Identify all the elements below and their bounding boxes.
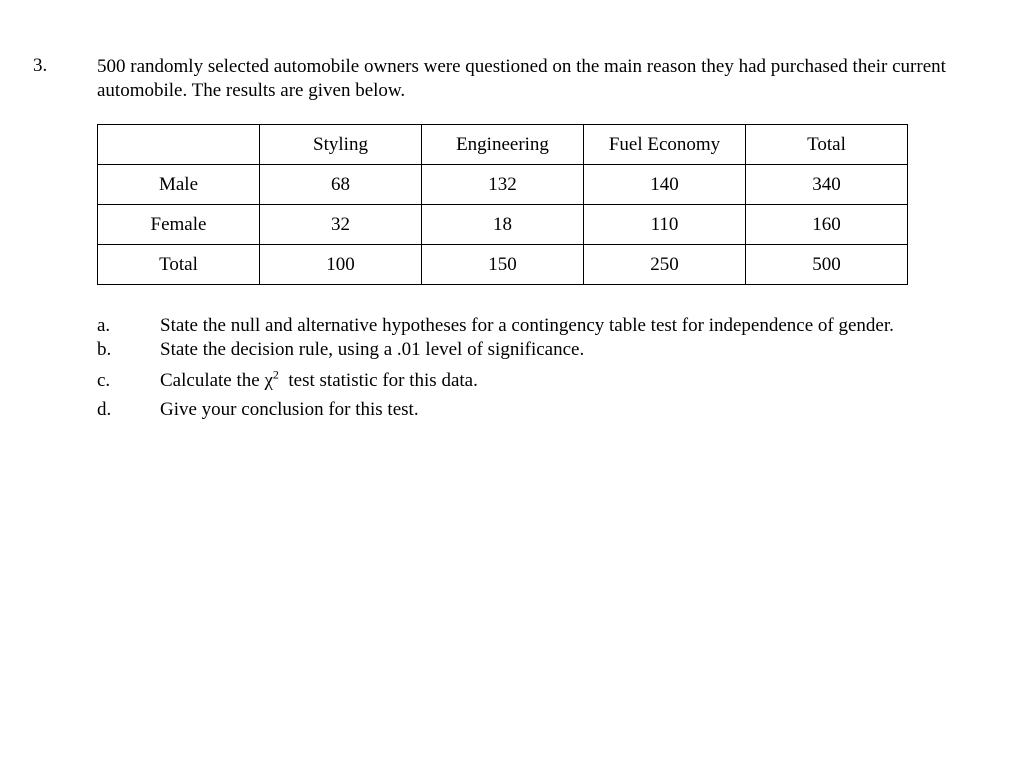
chi-symbol: χ [264,370,273,391]
table-cell: 110 [584,205,746,245]
table-row [98,205,908,245]
table-cell: 250 [584,245,746,285]
table-header-cell [98,125,260,165]
table-cell: 18 [422,205,584,245]
part-letter: a. [97,315,111,336]
part-letter: d. [97,399,112,420]
table-header-cell: Engineering [422,125,584,165]
table-header-row [98,125,908,165]
question-number: 3. [33,55,48,76]
table-cell: 500 [746,245,908,285]
question-parts [97,314,997,422]
part-a [97,314,997,338]
part-text [160,369,478,393]
table-header-cell: Styling [260,125,422,165]
table-cell: 150 [422,245,584,285]
table-cell: 32 [260,205,422,245]
chi-superscript: 2 [272,367,279,382]
part-d [97,398,997,422]
contingency-table [97,124,908,285]
part-text-before: Calculate the [160,370,265,391]
table-cell: 160 [746,205,908,245]
table-cell: 68 [260,165,422,205]
part-letter: b. [97,339,112,360]
table-cell: 132 [422,165,584,205]
part-text-after: test statistic for this data. [278,370,478,391]
part-c [97,369,997,393]
table-row-label: Total [98,245,260,285]
table-row [98,165,908,205]
table-cell: 340 [746,165,908,205]
part-letter: c. [97,370,111,391]
table-row-label: Female [98,205,260,245]
part-b [97,338,997,362]
table-cell: 140 [584,165,746,205]
table-row-label: Male [98,165,260,205]
table-header-cell: Fuel Economy [584,125,746,165]
table-row [98,245,908,285]
part-text: State the null and alternative hypotheses for a contingency table test for independence of gender. [160,315,894,336]
part-text: State the decision rule, using a .01 level of significance. [160,339,585,360]
part-text: Give your conclusion for this test. [160,399,419,420]
question-intro: 500 randomly selected automobile owners were questioned on the main reason they had purchased their current automobile. The results are given below. [97,56,946,101]
table-header-cell: Total [746,125,908,165]
table-cell: 100 [260,245,422,285]
